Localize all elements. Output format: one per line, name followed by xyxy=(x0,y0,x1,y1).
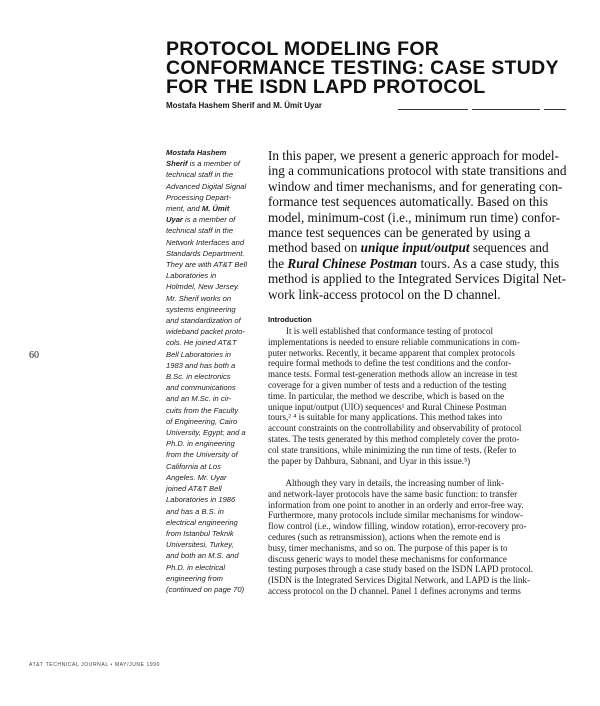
bio-line xyxy=(166,281,262,292)
abstract-emphasis: unique input/output xyxy=(360,240,470,256)
body-line: col state transitions, while minimizing the run time of tests. (Refer to xyxy=(268,444,517,455)
abstract-line: In this paper, we present a generic approach for model- xyxy=(268,148,559,163)
bio-text: Network Interfaces and xyxy=(166,237,245,247)
body-line: information from one point to another in an orderly and error-free way. xyxy=(268,499,524,510)
bio-line xyxy=(166,416,262,427)
bio-text: (continued on page 70) xyxy=(166,584,245,594)
bio-line xyxy=(166,248,262,259)
bio-line xyxy=(166,461,262,472)
body-line: flow control (i.e., window filling, window rotation), error-recovery pro- xyxy=(268,521,527,532)
bio-text: from Istanbul Teknik xyxy=(166,528,234,538)
body-line: time. In particular, the method we describe, which is based on the xyxy=(268,390,505,401)
bio-name: Mostafa Hashem xyxy=(166,148,227,157)
bio-text: Ph.D. in engineering xyxy=(166,439,235,449)
bio-text: technical staff in the xyxy=(166,170,234,180)
bio-text: and standardization of xyxy=(166,316,241,326)
abstract-text: the xyxy=(268,255,288,271)
bio-line xyxy=(166,438,262,449)
bio-text: and an M.Sc. in cir- xyxy=(166,394,232,404)
body-line: cedures (such as retransmission), actions when the remote end is xyxy=(268,531,501,542)
bio-line xyxy=(166,203,262,214)
body-line: coverage for a given number of tests and a reduction of the testing xyxy=(268,379,507,390)
bio-line xyxy=(166,326,262,337)
body-line: busy, timer mechanisms, and so on. The purpose of this paper is to xyxy=(268,542,508,553)
body-line: states. The tests generated by this method completely cover the proto- xyxy=(268,433,520,444)
bio-line xyxy=(166,259,262,270)
bio-line xyxy=(166,270,262,281)
bio-text: and communications xyxy=(166,383,236,393)
bio-text: Universitesi, Turkey, xyxy=(166,540,234,550)
body-paragraph xyxy=(268,478,578,597)
bio-text: joined AT&T Bell xyxy=(166,484,222,494)
body-line: and network-layer protocols have the same basic function: to transfer xyxy=(268,488,518,499)
bio-text: is a member of xyxy=(187,159,240,169)
body-line: Furthermore, many protocols include similar mechanisms for window- xyxy=(268,510,523,521)
bio-line xyxy=(166,539,262,550)
body-line: tours,² ⁴ is suitable for many applications. This method takes into xyxy=(268,412,503,423)
bio-text: Angeles. Mr. Uyar xyxy=(166,472,227,482)
bio-line xyxy=(166,449,262,460)
bio-text: University, Egypt; and a xyxy=(166,428,246,438)
bio-text: is a member of xyxy=(182,215,236,225)
bio-text: and both an M.S. and xyxy=(166,551,239,561)
abstract-line xyxy=(268,256,578,271)
bio-text: cuits from the Faculty xyxy=(166,405,239,415)
bio-text: Advanced Digital Signal xyxy=(166,181,247,191)
abstract-line: model, minimum-cost (i.e., minimum run time) confor- xyxy=(268,209,561,225)
bio-line xyxy=(166,304,262,315)
body-line: discuss generic ways to model these mechanisms for conformance xyxy=(268,553,507,564)
bio-text: cols. He joined AT&T xyxy=(166,338,237,348)
article-title xyxy=(166,40,566,97)
bio-text: electrical engineering xyxy=(166,517,238,527)
page-number: 60 xyxy=(29,350,39,361)
abstract-line: ing a communications protocol with state transitions and xyxy=(268,163,567,179)
bio-line xyxy=(166,360,262,371)
abstract-line: mance test sequences can be generated by using a xyxy=(268,225,531,241)
bio-text: They are with AT&T Bell xyxy=(166,260,248,270)
title-line: PROTOCOL MODELING FOR xyxy=(166,38,440,60)
bio-line xyxy=(166,506,262,517)
body-line: (ISDN is the Integrated Services Digital Network, and LAPD is the link- xyxy=(268,575,530,586)
bio-text: systems engineering xyxy=(166,304,236,314)
bio-text: B.Sc. in electronics xyxy=(166,372,231,382)
abstract-line: method is applied to the Integrated Services Digital Net- xyxy=(268,271,567,287)
bio-line xyxy=(166,225,262,236)
body-line: mance tests. Formal test-generation methods allow an increase in test xyxy=(268,369,518,380)
bio-line xyxy=(166,214,262,225)
bio-text: Ph.D. in electrical xyxy=(166,562,226,572)
bio-text: of Engineering, Cairo xyxy=(166,416,238,426)
bio-line xyxy=(166,337,262,348)
body-line: unique input/output (UIO) sequences¹ and Rural Chinese Postman xyxy=(268,401,507,412)
bio-text: engineering from xyxy=(166,573,223,583)
abstract-text: method based on xyxy=(268,240,361,256)
bio-line xyxy=(166,192,262,203)
bio-name: Uyar xyxy=(166,215,183,225)
bio-text: Processing Depart- xyxy=(166,192,231,202)
bio-line xyxy=(166,349,262,360)
journal-footer: AT&T TECHNICAL JOURNAL • MAY/JUNE 1990 xyxy=(29,662,161,668)
bio-line xyxy=(166,237,262,248)
byline-rule xyxy=(472,109,540,110)
bio-line xyxy=(166,405,262,416)
body-line: implementations is needed to ensure reliable communications in com- xyxy=(268,336,520,347)
bio-text: wideband packet proto- xyxy=(166,327,245,337)
bio-text: ment, and xyxy=(166,204,202,214)
title-line: FOR THE ISDN LAPD PROTOCOL xyxy=(166,76,486,98)
bio-line xyxy=(166,584,262,595)
bio-line xyxy=(166,483,262,494)
author-byline xyxy=(166,100,566,114)
abstract-line: formance test sequences automatically. Based on this xyxy=(268,194,549,210)
bio-text: Holmdel, New Jersey. xyxy=(166,282,240,292)
bio-text: and has a B.S. in xyxy=(166,506,224,516)
bio-line xyxy=(166,427,262,438)
body-line: access protocol on the D channel. Panel 1 defines acronyms and terms xyxy=(268,585,521,596)
body-line: account constraints on the controllability and observability of protocol xyxy=(268,423,522,434)
bio-name: Sherif xyxy=(166,159,188,169)
bio-text: from the University of xyxy=(166,450,238,460)
bio-text: Laboratories in 1986 xyxy=(166,495,236,505)
bio-text: Bell Laboratories in xyxy=(166,349,232,359)
bio-line xyxy=(166,472,262,483)
bio-text: Mr. Sherif works on xyxy=(166,293,232,303)
body-line: Although they vary in details, the increasing number of link- xyxy=(268,478,504,488)
author-bio-sidebar xyxy=(166,147,262,595)
body-paragraph xyxy=(268,326,578,466)
bio-line xyxy=(166,517,262,528)
bio-line xyxy=(166,573,262,584)
title-line: CONFORMANCE TESTING: CASE STUDY xyxy=(166,57,559,79)
bio-line xyxy=(166,169,262,180)
byline-rule xyxy=(544,109,566,110)
bio-line xyxy=(166,382,262,393)
abstract-text: sequences and xyxy=(469,240,549,256)
bio-line xyxy=(166,494,262,505)
bio-line xyxy=(166,181,262,192)
bio-text: California at Los xyxy=(166,461,221,471)
abstract-text: tours. As a case study, this xyxy=(417,255,560,271)
section-heading: Introduction xyxy=(268,315,312,324)
byline-rule xyxy=(398,109,468,110)
abstract-emphasis: Rural Chinese Postman xyxy=(287,255,418,271)
body-line: It is well established that conformance testing of protocol xyxy=(268,326,493,336)
bio-line xyxy=(166,158,262,169)
body-line: require formal methods to define the test conditions and the confor- xyxy=(268,358,512,369)
bio-text: 1983 and has both a xyxy=(166,360,236,370)
body-line: the paper by Dahbura, Sabnani, and Uyar in this issue.⁵) xyxy=(268,455,471,466)
bio-line xyxy=(166,550,262,561)
bio-line xyxy=(166,528,262,539)
bio-text: Laboratories in xyxy=(166,271,217,281)
bio-line xyxy=(166,393,262,404)
bio-line xyxy=(166,315,262,326)
bio-text: Standards Department. xyxy=(166,248,245,258)
bio-line xyxy=(166,562,262,573)
abstract xyxy=(268,148,578,302)
abstract-line xyxy=(268,240,578,255)
abstract-line: window and timer mechanisms, and for generating con- xyxy=(268,178,563,194)
bio-text: technical staff in the xyxy=(166,226,234,236)
author-names: Mostafa Hashem Sherif and M. Ümit Uyar xyxy=(166,101,323,110)
body-line: testing purposes through a case study based on the ISDN LAPD protocol. xyxy=(268,564,533,575)
body-line: puter networks. Recently, it became apparent that complex protocols xyxy=(268,347,515,358)
bio-line xyxy=(166,371,262,382)
bio-line xyxy=(166,293,262,304)
bio-name: M. Ümit xyxy=(201,204,230,214)
bio-line xyxy=(166,147,262,158)
abstract-line: work link-access protocol on the D channel. xyxy=(268,286,501,302)
